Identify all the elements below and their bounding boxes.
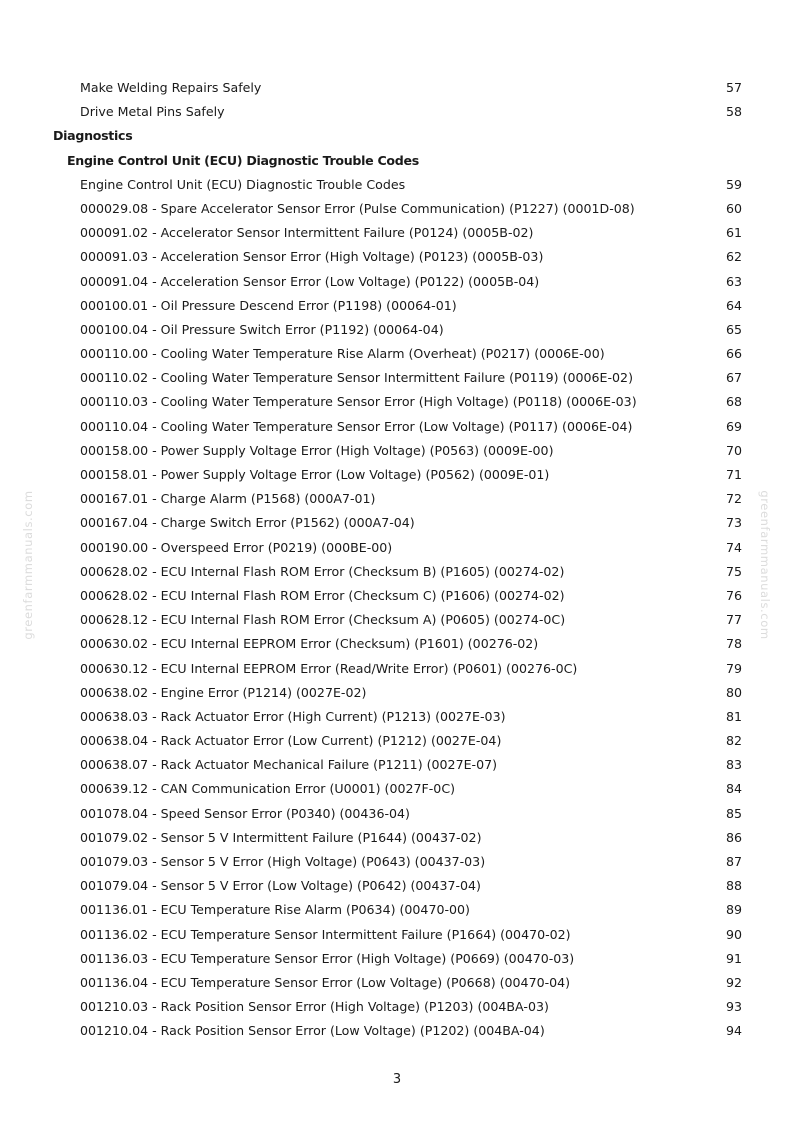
toc-entry[interactable] bbox=[0, 390, 794, 414]
toc-entry-page-number: 83 bbox=[725, 757, 742, 773]
toc-entry[interactable] bbox=[0, 270, 794, 294]
toc-entry-page-number: 67 bbox=[725, 370, 742, 386]
toc-entry-title: 001136.04 - ECU Temperature Sensor Error (Low Voltage) (P0668) (00470-04) bbox=[80, 974, 571, 990]
toc-entry-title: Diagnostics bbox=[53, 128, 133, 144]
toc-entry[interactable] bbox=[0, 753, 794, 777]
toc-entry-title: 000091.03 - Acceleration Sensor Error (High Voltage) (P0123) (0005B-03) bbox=[80, 249, 544, 265]
toc-entry-page-number: 94 bbox=[725, 1023, 742, 1039]
toc-entry[interactable] bbox=[0, 729, 794, 753]
toc-entry-title: 000110.03 - Cooling Water Temperature Sensor Error (High Voltage) (P0118) (0006E-03) bbox=[80, 394, 637, 410]
toc-entry-title: 000158.01 - Power Supply Voltage Error (Low Voltage) (P0562) (0009E-01) bbox=[80, 467, 550, 482]
toc-entry-title: 000630.12 - ECU Internal EEPROM Error (Read/Write Error) (P0601) (00276-0C) bbox=[80, 660, 578, 676]
toc-entry-page-number: 75 bbox=[725, 563, 742, 579]
toc-entry-page-number: 69 bbox=[725, 418, 742, 434]
toc-entry-page-number: 87 bbox=[725, 854, 742, 869]
toc-entry-title: 000167.04 - Charge Switch Error (P1562) (000A7-04) bbox=[80, 515, 415, 531]
toc-entry-page-number: 92 bbox=[725, 974, 742, 990]
toc-entry-page-number: 72 bbox=[725, 491, 742, 507]
toc-entry-title: 001079.04 - Sensor 5 V Error (Low Voltage) (P0642) (00437-04) bbox=[80, 878, 481, 894]
toc-entry-page-number: 91 bbox=[725, 950, 742, 966]
toc-entry-title: 000029.08 - Spare Accelerator Sensor Error (Pulse Communication) (P1227) (0001D-08) bbox=[80, 200, 635, 216]
toc-entry[interactable] bbox=[0, 463, 794, 487]
toc-entry-page-number: 89 bbox=[725, 902, 742, 918]
toc-entry[interactable] bbox=[0, 76, 794, 100]
toc-entry[interactable] bbox=[0, 221, 794, 245]
toc-entry-title: 000110.00 - Cooling Water Temperature Rise Alarm (Overheat) (P0217) (0006E-00) bbox=[80, 346, 605, 362]
toc-entry-page-number: 58 bbox=[725, 104, 742, 120]
toc-entry-title: 000100.04 - Oil Pressure Switch Error (P1192) (00064-04) bbox=[80, 321, 444, 337]
toc-entry-page-number: 59 bbox=[725, 176, 742, 192]
toc-entry-title: 000091.04 - Acceleration Sensor Error (Low Voltage) (P0122) (0005B-04) bbox=[80, 273, 540, 289]
toc-entry-page-number: 82 bbox=[725, 733, 742, 749]
table-of-contents bbox=[0, 76, 794, 1044]
toc-entry[interactable] bbox=[0, 536, 794, 560]
toc-entry-page-number: 71 bbox=[725, 467, 742, 482]
toc-entry[interactable] bbox=[0, 366, 794, 390]
toc-entry-page-number: 64 bbox=[725, 297, 742, 313]
toc-entry-title: 000628.02 - ECU Internal Flash ROM Error (Checksum B) (P1605) (00274-02) bbox=[80, 563, 565, 579]
toc-entry-title: 000638.04 - Rack Actuator Error (Low Current) (P1212) (0027E-04) bbox=[80, 733, 502, 749]
toc-entry-title: 000158.00 - Power Supply Voltage Error (High Voltage) (P0563) (0009E-00) bbox=[80, 442, 554, 458]
toc-entry-page-number: 62 bbox=[725, 249, 742, 265]
toc-entry[interactable] bbox=[0, 923, 794, 947]
toc-entry-page-number: 81 bbox=[725, 708, 742, 724]
toc-entry[interactable] bbox=[0, 850, 794, 874]
toc-entry-title: 000638.03 - Rack Actuator Error (High Current) (P1213) (0027E-03) bbox=[80, 708, 506, 724]
toc-entry-title: 000190.00 - Overspeed Error (P0219) (000BE-00) bbox=[80, 539, 393, 555]
toc-entry[interactable] bbox=[0, 318, 794, 342]
watermark-left: greenfarmmanuals.com bbox=[21, 490, 35, 640]
toc-entry-title: 000110.02 - Cooling Water Temperature Sensor Intermittent Failure (P0119) (0006E-02) bbox=[80, 370, 633, 386]
toc-entry-title: 001136.02 - ECU Temperature Sensor Intermittent Failure (P1664) (00470-02) bbox=[80, 926, 571, 942]
toc-entry-title: 001078.04 - Speed Sensor Error (P0340) (00436-04) bbox=[80, 805, 410, 821]
toc-entry-title: 000638.07 - Rack Actuator Mechanical Failure (P1211) (0027E-07) bbox=[80, 757, 498, 773]
toc-entry-page-number: 76 bbox=[725, 587, 742, 603]
toc-entry[interactable] bbox=[0, 560, 794, 584]
toc-entry-page-number: 90 bbox=[725, 926, 742, 942]
toc-entry-title: 000100.01 - Oil Pressure Descend Error (P1198) (00064-01) bbox=[80, 297, 457, 313]
toc-entry[interactable] bbox=[0, 173, 794, 197]
toc-entry-page-number: 85 bbox=[725, 805, 742, 821]
toc-entry-page-number: 77 bbox=[725, 612, 742, 628]
toc-entry-title: 001136.01 - ECU Temperature Rise Alarm (P0634) (00470-00) bbox=[80, 902, 470, 918]
toc-entry[interactable] bbox=[0, 681, 794, 705]
toc-section-heading bbox=[0, 124, 794, 148]
watermark-right: greenfarmmanuals.com bbox=[758, 490, 772, 640]
toc-entry-title: 000630.02 - ECU Internal EEPROM Error (Checksum) (P1601) (00276-02) bbox=[80, 636, 539, 652]
toc-entry[interactable] bbox=[0, 971, 794, 995]
toc-entry[interactable] bbox=[0, 1019, 794, 1043]
toc-entry-title: 001079.02 - Sensor 5 V Intermittent Failure (P1644) (00437-02) bbox=[80, 829, 482, 845]
toc-entry-page-number: 78 bbox=[725, 636, 742, 652]
toc-entry-page-number: 74 bbox=[725, 539, 742, 555]
toc-entry-title: Make Welding Repairs Safely bbox=[80, 80, 262, 95]
toc-entry-page-number: 68 bbox=[725, 394, 742, 410]
toc-entry-page-number: 57 bbox=[725, 80, 742, 95]
toc-entry-page-number: 70 bbox=[725, 442, 742, 458]
toc-entry[interactable] bbox=[0, 802, 794, 826]
toc-entry[interactable] bbox=[0, 487, 794, 511]
toc-entry-title: 001079.03 - Sensor 5 V Error (High Voltage) (P0643) (00437-03) bbox=[80, 854, 486, 869]
toc-entry[interactable] bbox=[0, 777, 794, 801]
toc-entry-title: 000091.02 - Accelerator Sensor Intermittent Failure (P0124) (0005B-02) bbox=[80, 225, 534, 241]
toc-entry[interactable] bbox=[0, 657, 794, 681]
toc-entry-page-number: 79 bbox=[725, 660, 742, 676]
toc-entry-page-number: 80 bbox=[725, 684, 742, 700]
toc-entry-page-number: 65 bbox=[725, 321, 742, 337]
page-number: 3 bbox=[392, 1072, 402, 1087]
toc-entry-title: 001210.04 - Rack Position Sensor Error (Low Voltage) (P1202) (004BA-04) bbox=[80, 1023, 545, 1039]
toc-entry-page-number: 63 bbox=[725, 273, 742, 289]
toc-entry[interactable] bbox=[0, 947, 794, 971]
toc-entry-title: 001210.03 - Rack Position Sensor Error (High Voltage) (P1203) (004BA-03) bbox=[80, 999, 549, 1015]
toc-entry[interactable] bbox=[0, 874, 794, 898]
toc-entry-page-number: 86 bbox=[725, 829, 742, 845]
toc-entry-title: 000628.02 - ECU Internal Flash ROM Error (Checksum C) (P1606) (00274-02) bbox=[80, 587, 565, 603]
toc-entry[interactable] bbox=[0, 632, 794, 656]
toc-entry[interactable] bbox=[0, 608, 794, 632]
toc-entry[interactable] bbox=[0, 584, 794, 608]
toc-entry[interactable] bbox=[0, 245, 794, 269]
toc-entry[interactable] bbox=[0, 511, 794, 535]
toc-entry-page-number: 60 bbox=[725, 200, 742, 216]
toc-entry-page-number: 73 bbox=[725, 515, 742, 531]
toc-entry-title: Engine Control Unit (ECU) Diagnostic Trouble Codes bbox=[67, 152, 419, 168]
toc-entry-title: 000639.12 - CAN Communication Error (U0001) (0027F-0C) bbox=[80, 781, 456, 797]
toc-entry[interactable] bbox=[0, 705, 794, 729]
toc-entry[interactable] bbox=[0, 995, 794, 1019]
toc-entry[interactable] bbox=[0, 415, 794, 439]
toc-entry-title: 001136.03 - ECU Temperature Sensor Error (High Voltage) (P0669) (00470-03) bbox=[80, 950, 575, 966]
toc-entry-page-number: 61 bbox=[725, 225, 742, 241]
toc-entry-title: 000638.02 - Engine Error (P1214) (0027E-02) bbox=[80, 684, 367, 700]
toc-entry-page-number: 84 bbox=[725, 781, 742, 797]
toc-entry-title: 000167.01 - Charge Alarm (P1568) (000A7-01) bbox=[80, 491, 376, 507]
toc-entry-title: 000628.12 - ECU Internal Flash ROM Error (Checksum A) (P0605) (00274-0C) bbox=[80, 612, 566, 628]
toc-entry-title: Drive Metal Pins Safely bbox=[80, 104, 225, 120]
toc-entry-page-number: 66 bbox=[725, 346, 742, 362]
toc-entry[interactable] bbox=[0, 439, 794, 463]
toc-entry-page-number: 88 bbox=[725, 878, 742, 894]
toc-entry-title: Engine Control Unit (ECU) Diagnostic Trouble Codes bbox=[80, 176, 406, 192]
toc-entry[interactable] bbox=[0, 100, 794, 124]
toc-entry[interactable] bbox=[0, 294, 794, 318]
toc-entry[interactable] bbox=[0, 342, 794, 366]
toc-entry-page-number: 93 bbox=[725, 999, 742, 1015]
toc-entry-title: 000110.04 - Cooling Water Temperature Sensor Error (Low Voltage) (P0117) (0006E-04) bbox=[80, 418, 633, 434]
toc-entry[interactable] bbox=[0, 197, 794, 221]
toc-subsection-heading bbox=[0, 149, 794, 173]
toc-entry[interactable] bbox=[0, 898, 794, 922]
toc-entry[interactable] bbox=[0, 826, 794, 850]
